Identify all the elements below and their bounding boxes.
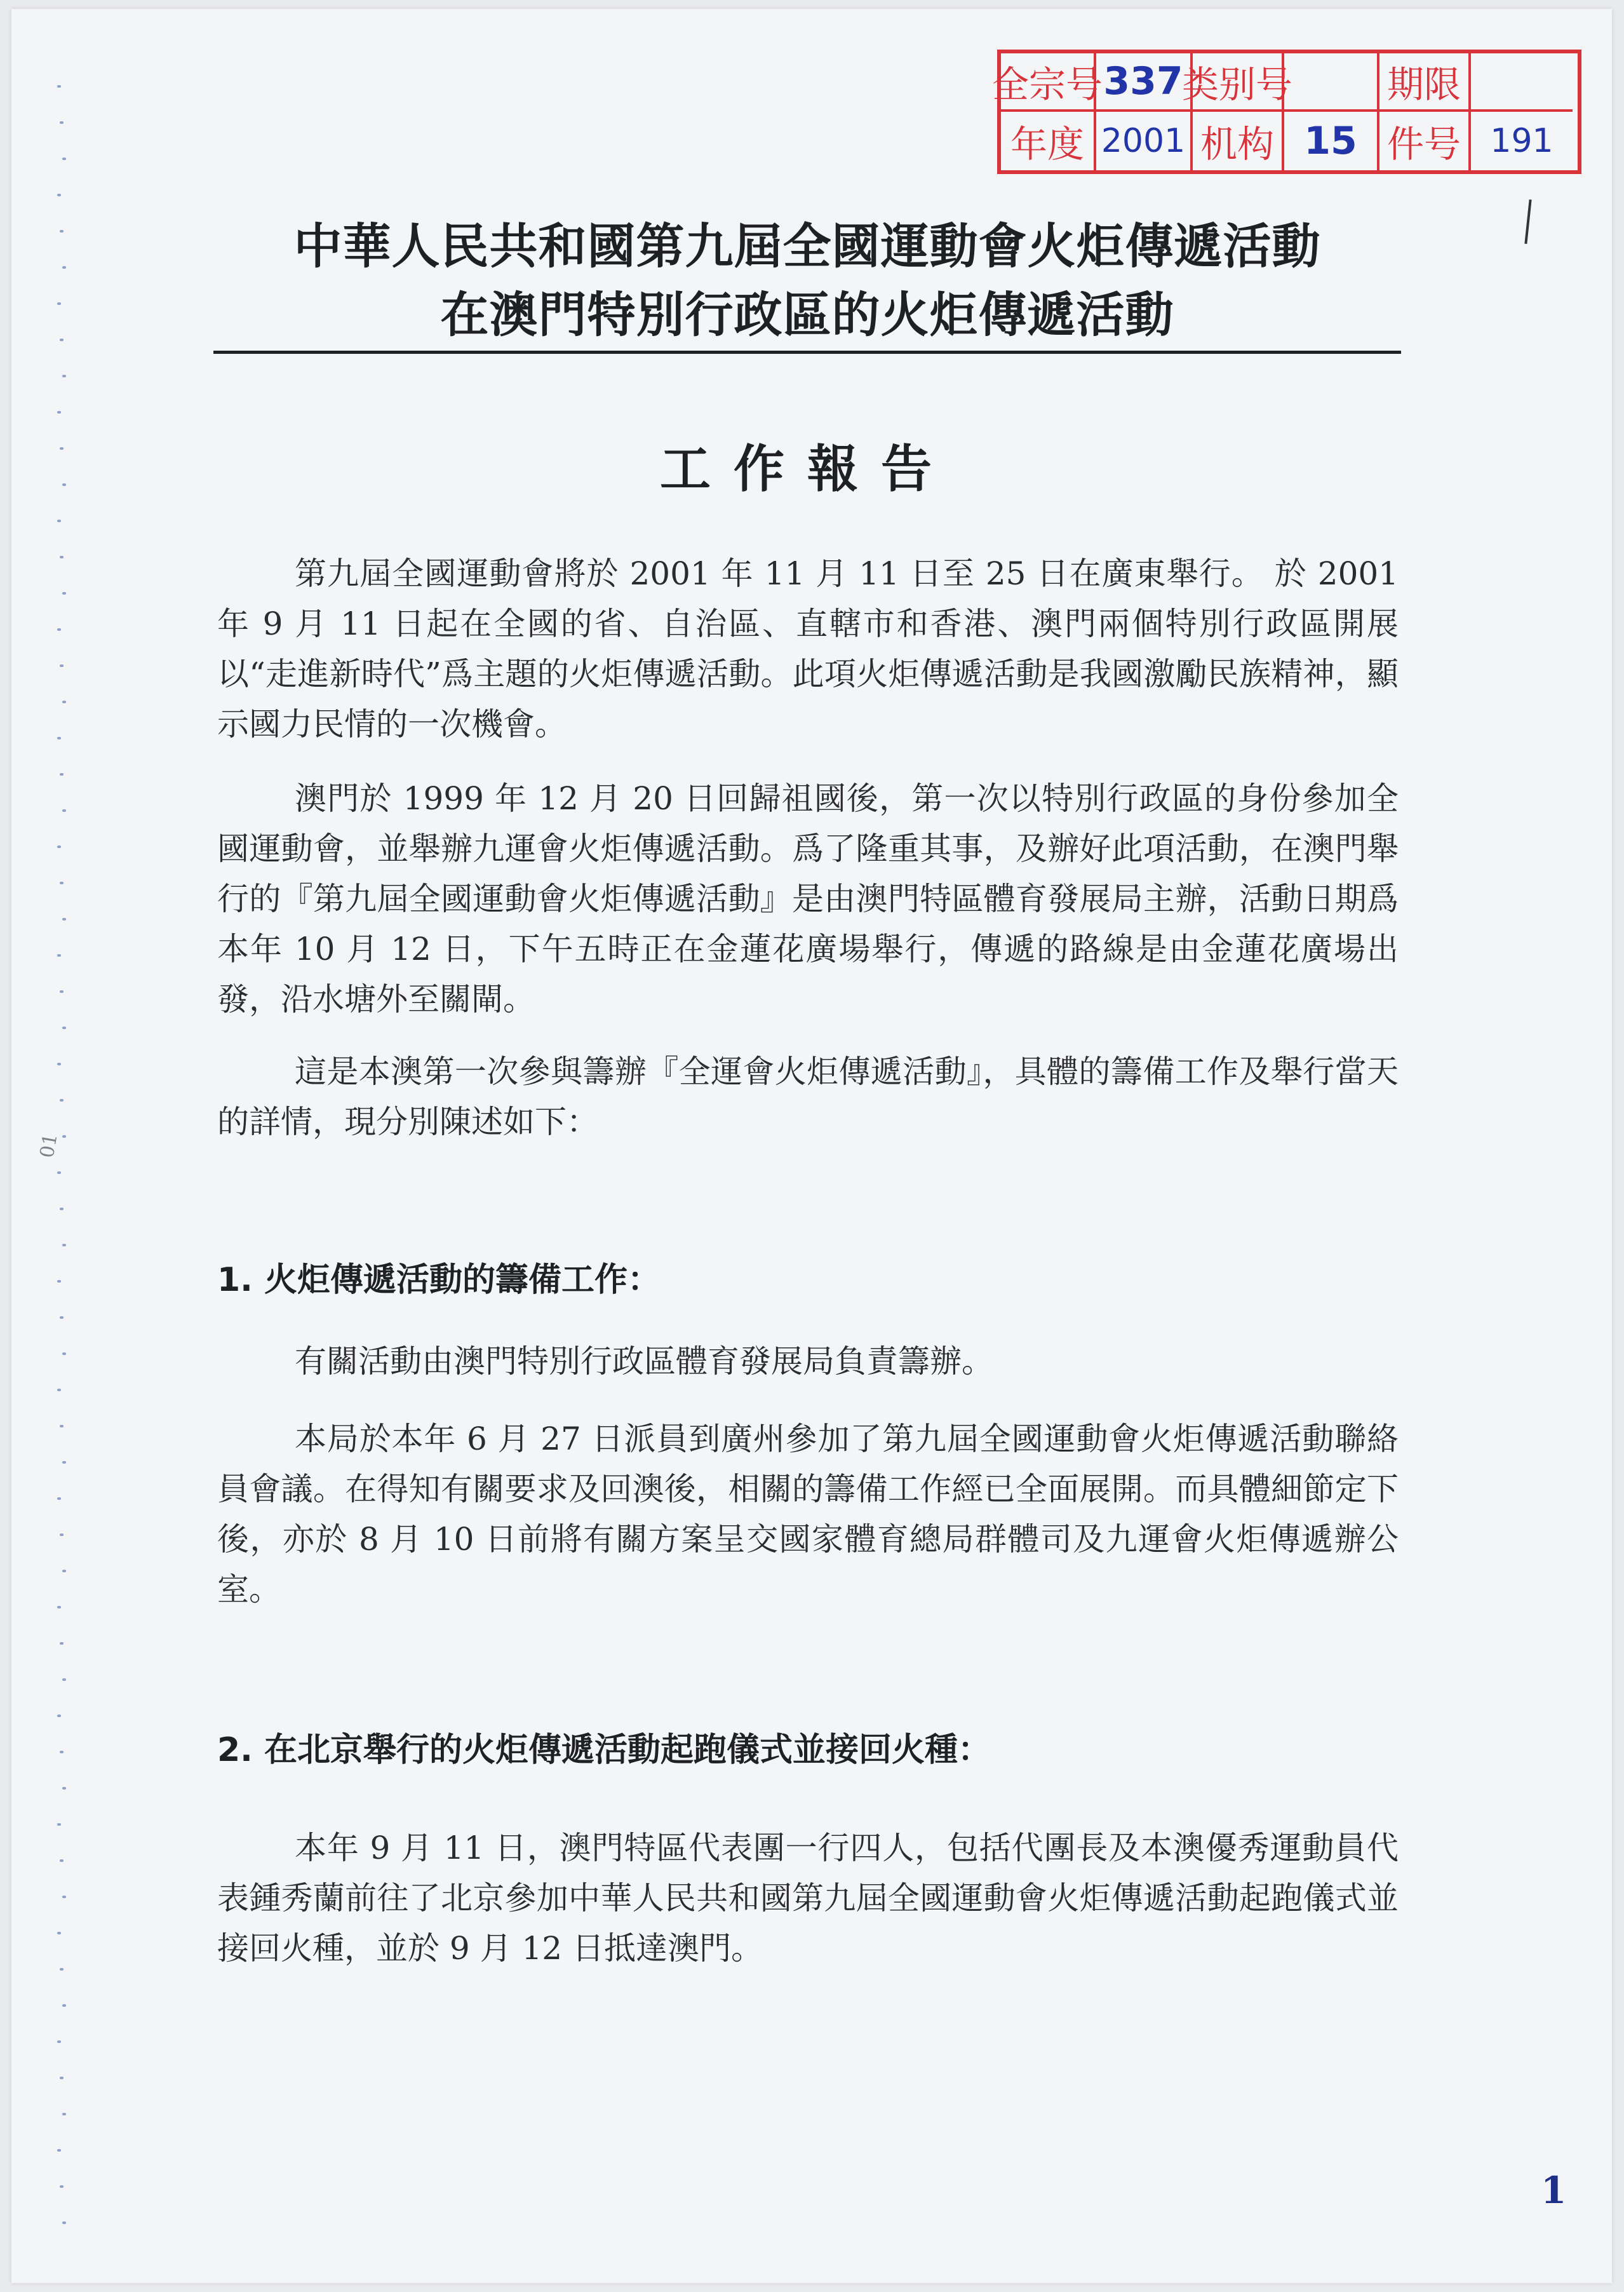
binding-mark	[62, 592, 66, 595]
binding-mark	[62, 1352, 66, 1355]
title-line-2: 在澳門特別行政區的火炬傳遞活動	[440, 286, 1174, 343]
title-line-1: 中華人民共和國第九屆全國運動會火炬傳遞活動	[293, 218, 1321, 274]
paragraph-beijing: 本年 9 月 11 日，澳門特區代表團一行四人，包括代團長及本澳優秀運動員代表鍾秀蘭前往了北京參加中華人民共和國第九屆全國運動會火炬傳遞活動起跑儀式並接回火種，並於 9 月 12 日抵達澳門。	[217, 1830, 1399, 1967]
binding-mark	[60, 2077, 64, 2079]
binding-mark	[60, 882, 64, 884]
binding-mark	[57, 1932, 61, 1934]
binding-mark	[62, 1027, 66, 1029]
binding-mark	[57, 1171, 61, 1174]
binding-mark	[60, 664, 64, 667]
binding-mark	[60, 1751, 64, 1753]
binding-mark	[57, 846, 61, 848]
binding-mark	[62, 809, 66, 812]
binding-mark	[60, 1534, 64, 1536]
stamp-value-niandu: 2001	[1096, 112, 1193, 170]
binding-mark	[57, 737, 61, 739]
report-title: 工作報告	[660, 440, 955, 499]
binding-mark	[60, 1316, 64, 1319]
binding-mark	[57, 954, 61, 957]
binding-mark	[60, 990, 64, 993]
binding-mark	[62, 2221, 66, 2224]
binding-mark	[62, 1244, 66, 1246]
stamp-label-jigou: 机构	[1193, 112, 1284, 170]
archive-stamp	[992, 50, 1581, 174]
binding-mark	[57, 411, 61, 414]
binding-mark	[60, 1425, 64, 1427]
paragraph-macau: 澳門於 1999 年 12 月 20 日回歸祖國後，第一次以特別行政區的身份參加全國運動會，並舉辦九運會火炬傳遞活動。爲了隆重其事，及辦好此項活動，在澳門舉行的『第九屆全國運動會火炬傳遞活動』是由澳門特區體育發展局主辦，活動日期爲本年 10 月 12 日，下午五時正在金蓮花廣場舉行，傳遞的路線是由金蓮花廣場出發，沿水塘外至關閘。	[217, 780, 1399, 1018]
handwritten-mark	[1524, 199, 1531, 244]
binding-mark	[62, 1135, 66, 1138]
binding-mark	[57, 1715, 61, 1717]
binding-mark	[62, 483, 66, 486]
binding-mark	[62, 1461, 66, 1464]
stamp-label-quanzonghao: 全宗号	[1001, 53, 1096, 112]
binding-mark	[57, 628, 61, 631]
stamp-label-qixian: 期限	[1379, 53, 1471, 112]
stamp-value-jianhao: 191	[1490, 122, 1554, 160]
binding-mark	[57, 1823, 61, 1826]
binding-mark	[60, 556, 64, 558]
section-heading-preparation: 1. 火炬傳遞活動的籌備工作：	[217, 1261, 661, 1299]
section-heading-beijing: 2. 在北京舉行的火炬傳遞活動起跑儀式並接回火種：	[217, 1731, 991, 1769]
page-number: 1	[1541, 2169, 1567, 2212]
binding-mark	[60, 1642, 64, 1645]
binding-mark	[57, 2149, 61, 2152]
binding-mark	[57, 520, 61, 522]
stamp-value-leibiehao	[1284, 53, 1379, 112]
binding-mark	[62, 1787, 66, 1790]
binding-mark	[62, 158, 66, 160]
binding-mark	[57, 1606, 61, 1608]
binding-mark	[60, 121, 64, 124]
binding-mark	[60, 1099, 64, 1102]
binding-mark	[62, 2113, 66, 2115]
binding-mark	[60, 339, 64, 341]
stamp-label-leibiehao: 类别号	[1193, 53, 1284, 112]
binding-mark	[62, 918, 66, 920]
binding-mark	[60, 2185, 64, 2188]
binding-mark	[62, 1896, 66, 1898]
paragraph-organizer: 有關活動由澳門特別行政區體育發展局負責籌辦。	[295, 1343, 993, 1380]
binding-mark	[62, 375, 66, 377]
binding-mark	[62, 1570, 66, 1572]
binding-mark	[60, 230, 64, 233]
document-page	[11, 9, 1612, 2283]
binding-mark	[60, 447, 64, 450]
binding-mark	[57, 1389, 61, 1391]
stamp-value-qixian	[1471, 53, 1573, 112]
binding-mark	[57, 1280, 61, 1283]
binding-mark	[62, 1678, 66, 1681]
paragraph-overview: 這是本澳第一次參與籌辦『全運會火炬傳遞活動』，具體的籌備工作及舉行當天的詳情，現分別陳述如下：	[217, 1053, 1399, 1140]
stamp-label-niandu: 年度	[1001, 112, 1096, 170]
title-underline	[213, 351, 1401, 354]
binding-mark	[57, 85, 61, 88]
binding-mark	[57, 302, 61, 305]
binding-mark	[57, 1063, 61, 1065]
binding-mark	[60, 1859, 64, 1862]
stamp-value-jigou: 15	[1284, 112, 1379, 170]
paragraph-meeting: 本局於本年 6 月 27 日派員到廣州參加了第九屆全國運動會火炬傳遞活動聯絡員會議。在得知有關要求及回澳後，相關的籌備工作經已全面展開。而具體細節定下後，亦於 8 月 10 日前將有關方案呈交國家體育總局群體司及九運會火炬傳遞辦公室。	[217, 1420, 1399, 1608]
margin-note: 01	[36, 1131, 62, 1160]
binding-mark	[57, 2040, 61, 2043]
stamp-value-quanzonghao: 337	[1096, 53, 1193, 112]
binding-mark	[62, 701, 66, 703]
binding-mark	[57, 1497, 61, 1500]
binding-mark	[60, 1968, 64, 1971]
binding-mark	[62, 2004, 66, 2007]
document-title	[213, 212, 1401, 349]
binding-mark	[62, 266, 66, 269]
binding-mark	[57, 194, 61, 196]
stamp-label-jianhao: 件号	[1379, 112, 1471, 170]
binding-mark	[60, 773, 64, 776]
binding-mark	[60, 1208, 64, 1210]
paragraph-intro: 第九屆全國運動會將於 2001 年 11 月 11 日至 25 日在廣東舉行。 於 2001 年 9 月 11 日起在全國的省、自治區、直轄市和香港、澳門兩個特別行政區開展以“走進新時代”爲主題的火炬傳遞活動。此項火炬傳遞活動是我國激勵民族精神，顯示國力民情的一次機會。	[217, 555, 1399, 743]
